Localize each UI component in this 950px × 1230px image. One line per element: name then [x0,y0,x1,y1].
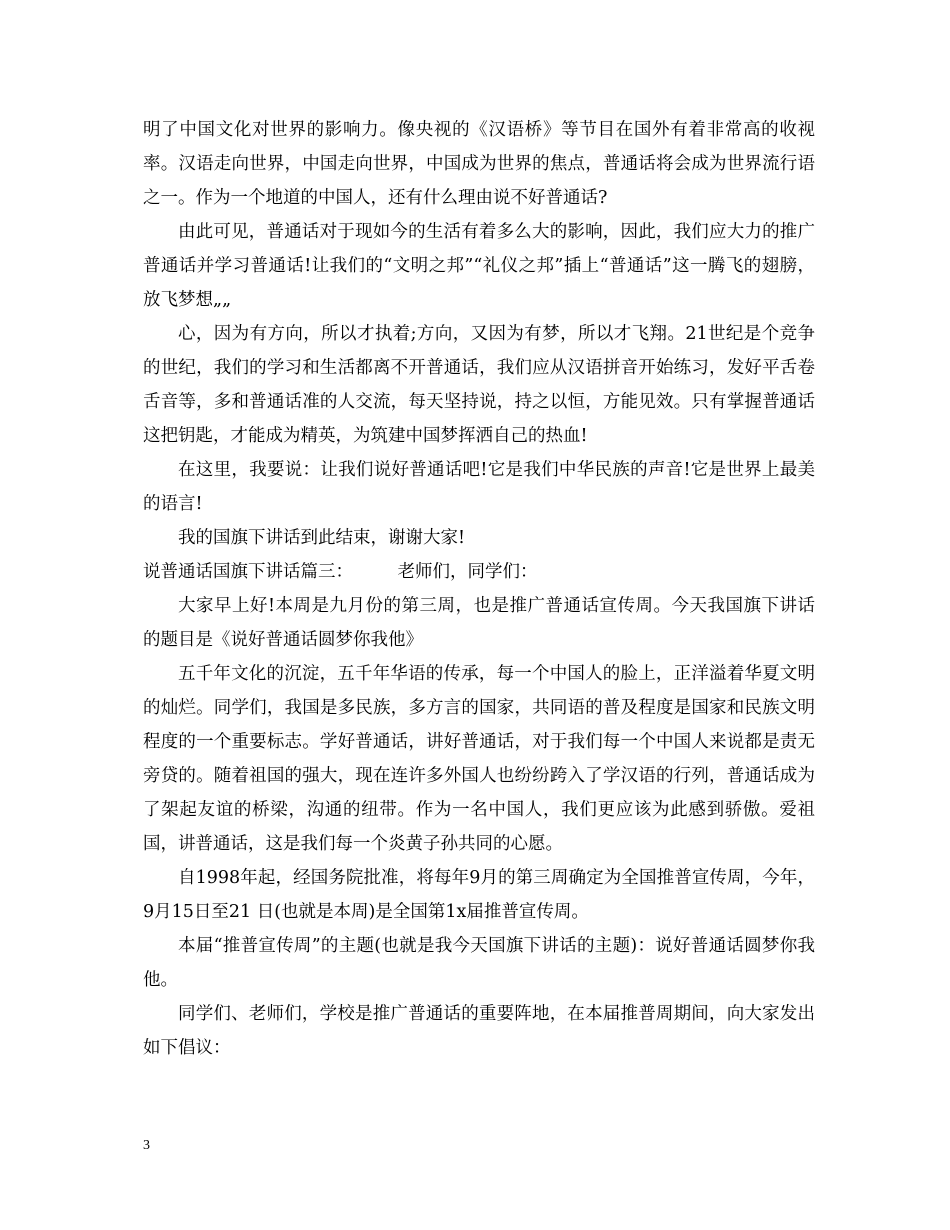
page-number: 3 [143,1138,150,1153]
section-heading: 说普通话国旗下讲话篇三： 老师们，同学们： [143,562,538,582]
paragraph-3: 心，因为有方向，所以才执着;方向，又因为有梦，所以才飞翔。21世纪是个竞争的世纪，我们的学习和生活都离不开普通话，我们应从汉语拼音开始练习，发好平舌卷舌音等，多和普通话准的人交流，每天坚持说，持之以恒，方能见效。只有掌握普通话这把钥匙，才能成为精英，为筑建中国梦挥洒自己的热血! [143,324,815,446]
paragraph-4: 在这里，我要说：让我们说好普通话吧!它是我们中华民族的声音!它是世界上最美的语言! [143,460,815,514]
document-body [143,113,815,1065]
paragraph-1: 明了中国文化对世界的影响力。像央视的《汉语桥》等节目在国外有着非常高的收视率。汉语走向世界，中国走向世界，中国成为世界的焦点，普通话将会成为世界流行语之一。作为一个地道的中国人，还有什么理由说不好普通话? [143,120,815,208]
paragraph-8: 自1998年起，经国务院批准，将每年9月的第三周确定为全国推普宣传周，今年， 9月15日至21 日(也就是本周)是全国第1x届推普宣传周。 [143,868,815,922]
paragraph-5: 我的国旗下讲话到此结束，谢谢大家! [178,528,466,548]
paragraph-10: 同学们、老师们，学校是推广普通话的重要阵地，在本届推普周期间，向大家发出如下倡议： [143,1004,815,1058]
paragraph-2: 由此可见，普通话对于现如今的生活有着多么大的影响，因此，我们应大力的推广普通话并学习普通话!让我们的“文明之邦”“礼仪之邦”插上“普通话”这一腾飞的翅膀，放飞梦想„„ [143,222,815,310]
paragraph-7: 五千年文化的沉淀，五千年华语的传承，每一个中国人的脸上，正洋溢着华夏文明的灿烂。同学们，我国是多民族，多方言的国家，共同语的普及程度是国家和民族文明程度的一个重要标志。学好普通话，讲好普通话，对于我们每一个中国人来说都是责无旁贷的。随着祖国的强大，现在连许多外国人也纷纷跨入了学汉语的行列，普通话成为了架起友谊的桥梁，沟通的纽带。作为一名中国人，我们更应该为此感到骄傲。爱祖国，讲普通话，这是我们每一个炎黄子孙共同的心愿。 [143,664,815,854]
paragraph-9: 本届“推普宣传周”的主题(也就是我今天国旗下讲话的主题)：说好普通话圆梦你我他。 [143,936,815,990]
paragraph-6: 大家早上好!本周是九月份的第三周，也是推广普通话宣传周。今天我国旗下讲话的题目是《说好普通话圆梦你我他》 [143,596,815,650]
